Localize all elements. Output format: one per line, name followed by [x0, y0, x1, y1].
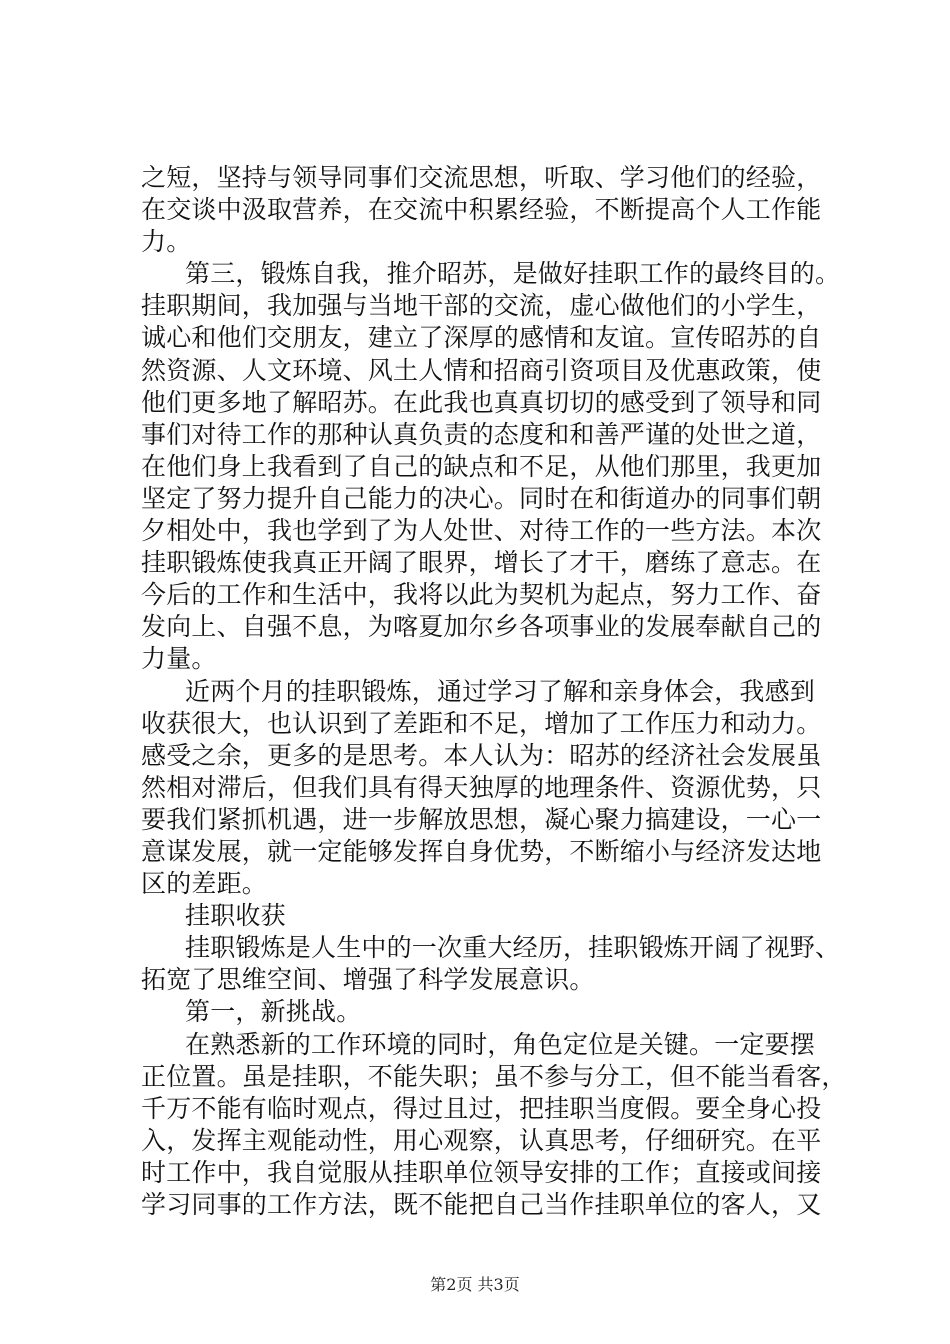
text-line: 发向上、自强不息，为喀夏加尔乡各项事业的发展奉献自己的	[141, 612, 822, 642]
text-line: 时工作中，我自觉服从挂职单位领导安排的工作；直接或间接	[141, 1157, 822, 1187]
text-line: 区的差距。	[141, 869, 268, 899]
page-footer	[0, 1275, 950, 1295]
text-line: 第三，锻炼自我，推介昭苏，是做好挂职工作的最终目的。	[185, 259, 841, 289]
text-line: 力。	[141, 227, 192, 257]
text-line: 挂职期间，我加强与当地干部的交流，虚心做他们的小学生，	[141, 291, 822, 321]
text-line: 在他们身上我看到了自己的缺点和不足，从他们那里，我更加	[141, 451, 822, 481]
text-line: 学习同事的工作方法，既不能把自己当作挂职单位的客人，又	[141, 1190, 822, 1219]
document-body	[141, 162, 856, 1221]
text-line: 第一，新挑战。	[185, 997, 362, 1027]
text-line: 之短，坚持与领导同事们交流思想，听取、学习他们的经验，	[141, 163, 822, 192]
text-line: 力量。	[141, 644, 217, 674]
text-line: 今后的工作和生活中，我将以此为契机为起点，努力工作、奋	[141, 580, 822, 610]
text-line: 他们更多地了解昭苏。在此我也真真切切的感受到了领导和同	[141, 387, 822, 417]
text-line: 挂职收获	[185, 901, 286, 931]
text-line: 在熟悉新的工作环境的同时，角色定位是关键。一定要摆	[185, 1029, 816, 1059]
text-line: 要我们紧抓机遇，进一步解放思想，凝心聚力搞建设，一心一	[141, 804, 822, 834]
page-indicator: 第2页 共3页	[430, 1275, 520, 1294]
text-line: 挂职锻炼是人生中的一次重大经历，挂职锻炼开阔了视野、	[185, 933, 841, 963]
text-line: 夕相处中，我也学到了为人处世、对待工作的一些方法。本次	[141, 516, 822, 546]
text-line: 收获很大，也认识到了差距和不足，增加了工作压力和动力。	[141, 708, 822, 738]
text-line: 千万不能有临时观点，得过且过，把挂职当度假。要全身心投	[141, 1093, 822, 1123]
text-line: 入，发挥主观能动性，用心观察，认真思考，仔细研究。在平	[141, 1125, 822, 1155]
text-line: 然相对滞后，但我们具有得天独厚的地理条件、资源优势，只	[141, 772, 822, 802]
text-line: 坚定了努力提升自己能力的决心。同时在和街道办的同事们朝	[141, 483, 822, 513]
text-line: 在交谈中汲取营养，在交流中积累经验，不断提高个人工作能	[141, 195, 822, 225]
text-line: 近两个月的挂职锻炼，通过学习了解和亲身体会，我感到	[185, 676, 816, 706]
text-line: 诚心和他们交朋友，建立了深厚的感情和友谊。宣传昭苏的自	[141, 323, 822, 353]
text-line: 挂职锻炼使我真正开阔了眼界，增长了才干，磨练了意志。在	[141, 548, 822, 578]
text-line: 事们对待工作的那种认真负责的态度和和善严谨的处世之道，	[141, 419, 822, 449]
text-line: 正位置。虽是挂职，不能失职；虽不参与分工，但不能当看客，	[141, 1061, 847, 1091]
text-line: 拓宽了思维空间、增强了科学发展意识。	[141, 965, 595, 995]
text-line: 意谋发展，就一定能够发挥自身优势，不断缩小与经济发达地	[141, 836, 822, 866]
text-line: 然资源、人文环境、风土人情和招商引资项目及优惠政策，使	[141, 355, 822, 385]
text-line: 感受之余，更多的是思考。本人认为：昭苏的经济社会发展虽	[141, 740, 822, 770]
